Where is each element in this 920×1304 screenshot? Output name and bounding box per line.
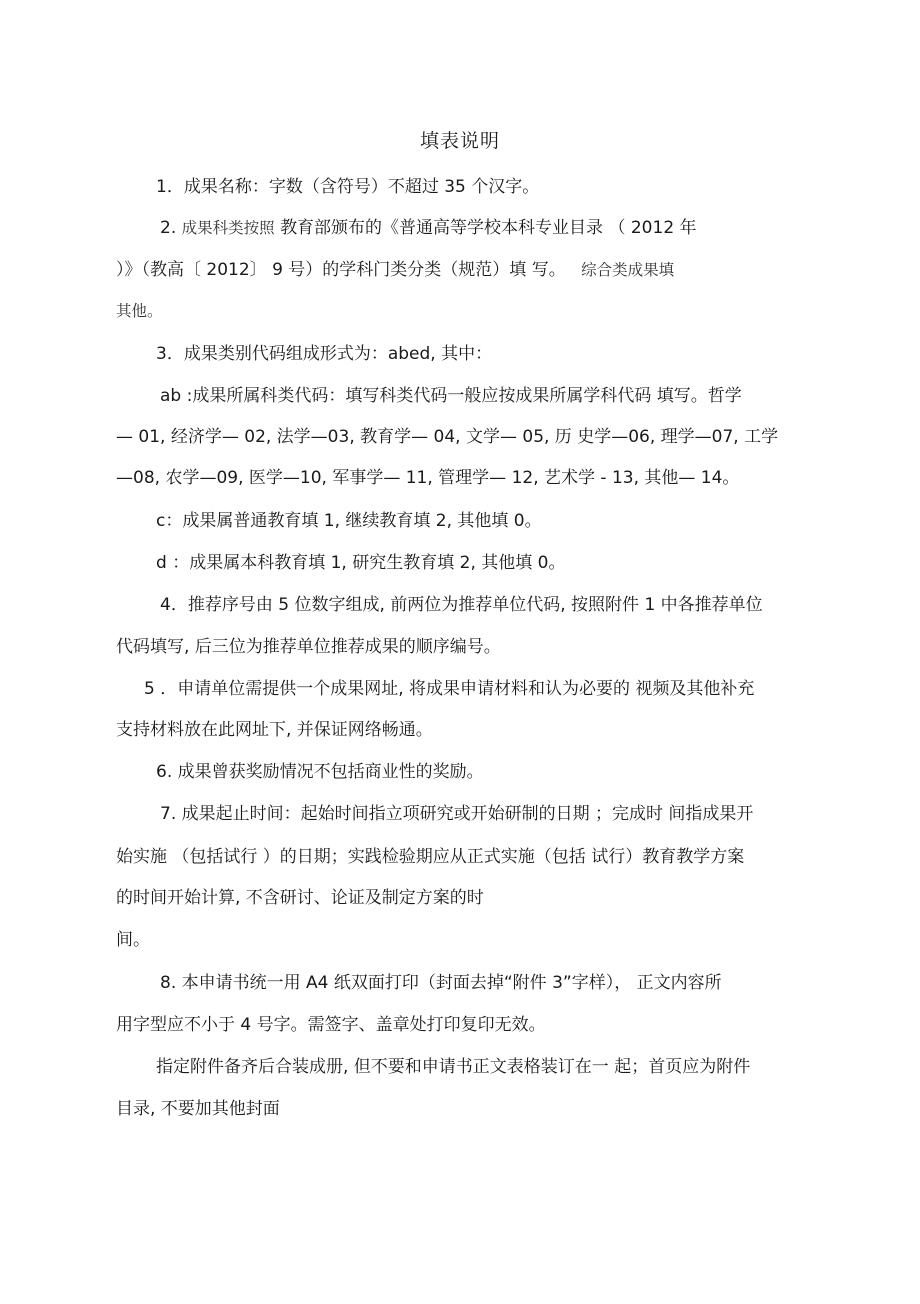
item-7-line-3: 的时间开始计算, 不含研讨、论证及制定方案的时 [116, 888, 484, 908]
item-5-line-2: 支持材料放在此网址下, 并保证网络畅通。 [116, 720, 433, 740]
closing-note-line-1: 指定附件备齐后合装成册, 但不要和申请书正文表格装订在一 起；首页应为附件 [156, 1057, 751, 1077]
item-3-ab-line-2: — 01, 经济学— 02, 法学—03, 教育学— 04, 文学— 05, 历 史学—06, 理学—07, 工学 [116, 427, 779, 447]
item-3-c-line: c：成果属普通教育填 1, 继续教育填 2, 其他填 0。 [156, 511, 542, 531]
closing-note-line-2: 目录, 不要加其他封面 [116, 1099, 280, 1119]
item-7-line-1: 7. 成果起止时间：起始时间指立项研究或开始研制的日期 ；完成时 间指成果开 [160, 804, 754, 824]
item-3-intro: 3．成果类别代码组成形式为：abed, 其中： [156, 344, 493, 364]
page-title: 填表说明 [419, 130, 500, 152]
item-4-line-2: 代码填写, 后三位为推荐单位推荐成果的顺序编号。 [116, 637, 501, 657]
item-4-line-1: 4．推荐序号由 5 位数字组成, 前两位为推荐单位代码, 按照附件 1 中各推荐单位 [160, 595, 763, 615]
item-3-d-line: d ：成果属本科教育填 1, 研究生教育填 2, 其他填 0。 [156, 553, 566, 573]
item-8-line-1: 8. 本申请书统一用 A4 纸双面打印（封面去掉“附件 3”字样）， 正文内容所 [160, 973, 722, 993]
item-2-line-3: 其他。 [116, 302, 163, 320]
item-2-line-1 [160, 217, 697, 239]
item-8-line-2: 用字型应不小于 4 号字。需签字、盖章处打印复印无效。 [116, 1015, 546, 1035]
item-3-ab-line-1: ab :成果所属科类代码：填写科类代码一般应按成果所属学科代码 填写。哲学 [160, 386, 742, 406]
item-2-text-2: ）》（教高〔 2012〕 9 号）的学科门类分类（规范）填 写。 [116, 260, 566, 280]
item-2-line-2 [116, 259, 674, 281]
item-2-serif-text-2: 综合类成果填 [581, 261, 675, 279]
item-2-text: 教育部颁布的《普通高等学校本科专业目录 （ 2012 年 [280, 218, 697, 238]
item-7-line-4: 间。 [116, 930, 150, 950]
item-7-line-2: 始实施 （包括试行 ）的日期；实践检验期应从正式实施（包括 试行）教育教学方案 [116, 847, 745, 867]
item-2-serif-text: 成果科类按照 [181, 219, 275, 237]
item-6-line: 6. 成果曾获奖励情况不包括商业性的奖励。 [156, 762, 484, 782]
item-5-line-1: 5 ．申请单位需提供一个成果网址, 将成果申请材料和认为必要的 视频及其他补充 [144, 679, 755, 699]
item-1-line: 1．成果名称：字数（含符号）不超过 35 个汉字。 [156, 177, 540, 197]
item-3-ab-line-3: —08, 农学—09, 医学—10, 军事学— 11, 管理学— 12, 艺术学 - 13, 其他— 14。 [116, 468, 740, 488]
item-2-number: 2. [160, 218, 177, 238]
